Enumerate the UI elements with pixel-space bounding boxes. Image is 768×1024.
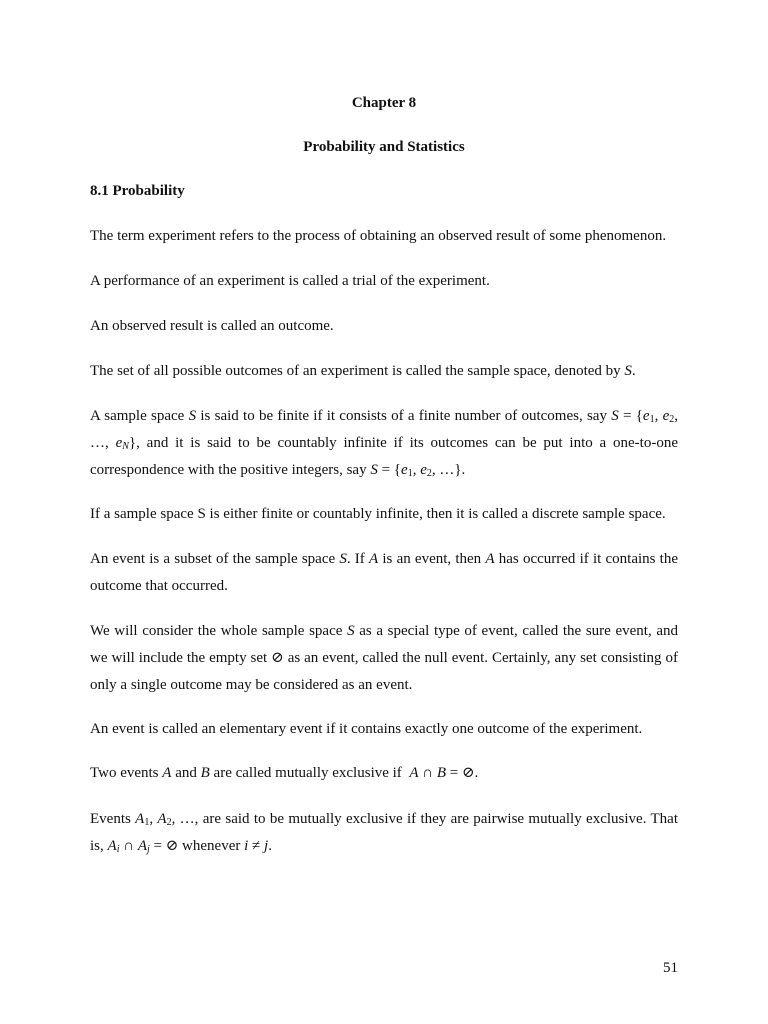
paragraph-elementary-event: An event is called an elementary event if it contains exactly one outcome of the experiment. <box>90 721 643 737</box>
paragraph-trial: A performance of an experiment is called a trial of the experiment. <box>90 273 490 289</box>
paragraph-pairwise-exclusive: Events $A_1$, $A_2$, …, are said to be mutually exclusive if they are pairwise mutually exclusive. That is, $A_i$ ∩ $A_j$ = ⊘ whenever i ≠ j. <box>90 811 678 855</box>
page-number: 51 <box>663 960 678 976</box>
paragraph-outcome: An observed result is called an outcome. <box>90 318 334 334</box>
paragraph-mutually-exclusive: Two events A and B are called mutually exclusive if A ∩ B = ⊘. <box>90 765 479 781</box>
paragraph-finite-space: A sample space S is said to be finite if it consists of a finite number of outcomes, say $S = \{e_1$, $e_2$, …, $e_N$}, and it is said to be countably infinite if its outcomes can be put into a one-to-one correspondence with the positive integers, say $S = \{e_1$, $e_2$, …}. <box>90 408 679 479</box>
chapter-label: Chapter 8 <box>351 95 417 111</box>
paragraph-experiment: The term experiment refers to the process of obtaining an observed result of some phenomenon. <box>90 228 667 244</box>
paragraph-discrete-space: If a sample space S is either finite or countably infinite, then it is called a discrete sample space. <box>90 506 666 522</box>
section-heading: 8.1 Probability <box>90 183 185 199</box>
paragraph-event: An event is a subset of the sample space S. If A is an event, then A has occurred if it contains the outcome that occurred. <box>90 551 679 594</box>
chapter-title: Probability and Statistics <box>303 139 465 155</box>
paragraph-sure-event: We will consider the whole sample space S as a special type of event, called the sure event, and we will include the empty set ⊘ as an event, called the null event. Certainly, any set consisting of only a single outcome may be considered as an event. <box>90 623 679 693</box>
paragraph-sample-space: The set of all possible outcomes of an experiment is called the sample space, denoted by S. <box>90 363 636 379</box>
